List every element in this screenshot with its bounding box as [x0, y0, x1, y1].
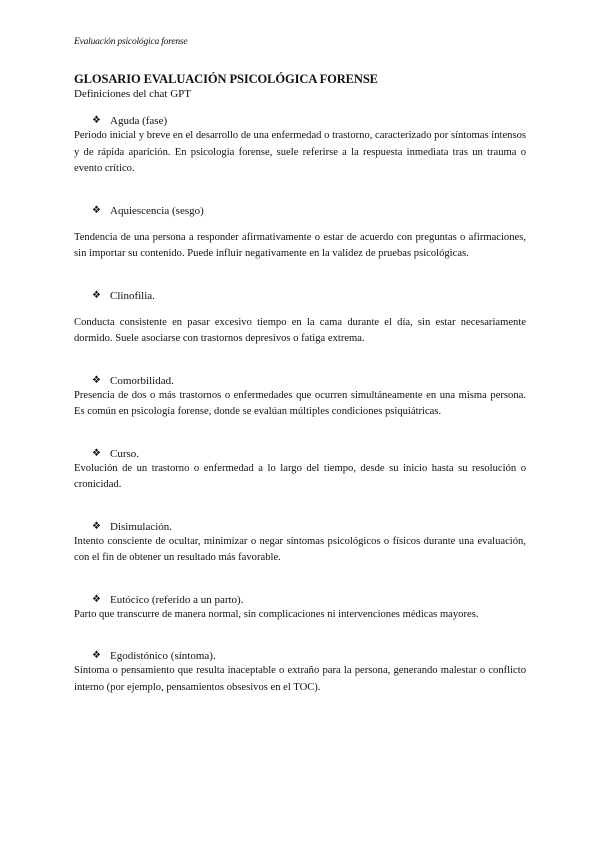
glossary-entry: [74, 520, 526, 567]
diamond-bullet-icon: ❖: [92, 520, 101, 532]
diamond-bullet-icon: ❖: [92, 289, 101, 301]
glossary-definition: Conducta consistente en pasar excesivo tiempo en la cama durante el día, sin estar necesariamente dormido. Suele asociarse con trastornos depresivos o fatiga extrema.: [74, 316, 526, 344]
glossary-entry: [74, 114, 526, 178]
glossary-definition: Tendencia de una persona a responder afirmativamente o estar de acuerdo con preguntas o afirmaciones, sin importar su contenido. Puede influir negativamente en la validez de pruebas psicológicas.: [74, 231, 526, 259]
glossary-term: ❖ Aguda (fase): [92, 115, 168, 127]
document-title: GLOSARIO EVALUACIÓN PSICOLÓGICA FORENSE: [74, 72, 378, 86]
diamond-bullet-icon: ❖: [92, 650, 101, 661]
document-subtitle: Definiciones del chat GPT: [74, 88, 191, 100]
glossary-term: ❖ Comorbilidad.: [92, 374, 174, 387]
glossary-entry: [74, 374, 526, 421]
glossary-term: ❖ Curso.: [92, 447, 140, 460]
glossary-term: ❖ Eutócico (referido a un parto).: [92, 593, 244, 606]
glossary-entry: [74, 204, 526, 263]
glossary-definition: Evolución de un trastorno o enfermedad a lo largo del tiempo, desde su inicio hasta su resolución o cronicidad.: [74, 462, 526, 490]
diamond-bullet-icon: ❖: [92, 447, 101, 459]
glossary-term: ❖ Disimulación.: [92, 520, 173, 533]
glossary-entry: [74, 447, 526, 494]
glossary-definition: Parto que transcurre de manera normal, sin complicaciones ni intervenciones médicas mayores.: [74, 608, 479, 620]
glossary-definition: Síntoma o pensamiento que resulta inaceptable o extraño para la persona, generando malestar o conflicto interno (por ejemplo, pensamientos obsesivos en el TOC).: [74, 665, 526, 693]
diamond-bullet-icon: ❖: [92, 374, 101, 386]
glossary-definition: Presencia de dos o más trastornos o enfermedades que ocurren simultáneamente en una misma persona. Es común en psicología forense, donde se evalúan múltiples condiciones psiquiátricas.: [74, 389, 526, 417]
diamond-bullet-icon: ❖: [92, 204, 101, 216]
glossary-term: ❖ Aquiescencia (sesgo): [92, 204, 204, 217]
glossary-definition: Intento consciente de ocultar, minimizar o negar síntomas psicológicos o físicos durante una evaluación, con el fin de obtener un resultado más favorable.: [74, 535, 526, 563]
running-header: Evaluación psicológica forense: [74, 37, 188, 47]
glossary-entry: [74, 649, 526, 696]
document-content: [74, 71, 526, 696]
glossary-term: ❖ Clinofilia.: [92, 289, 155, 302]
glossary-entry: [74, 289, 526, 348]
glossary-definition: Periodo inicial y breve en el desarrollo de una enfermedad o trastorno, caracterizado por síntomas intensos y de rápida aparición. En psicología forense, suele referirse a la respuesta inmediata tras un trauma o evento crítico.: [74, 130, 526, 174]
diamond-bullet-icon: ❖: [92, 115, 101, 126]
glossary-entry: [74, 593, 526, 624]
diamond-bullet-icon: ❖: [92, 593, 101, 605]
glossary-term: ❖ Egodistónico (síntoma).: [92, 650, 216, 662]
